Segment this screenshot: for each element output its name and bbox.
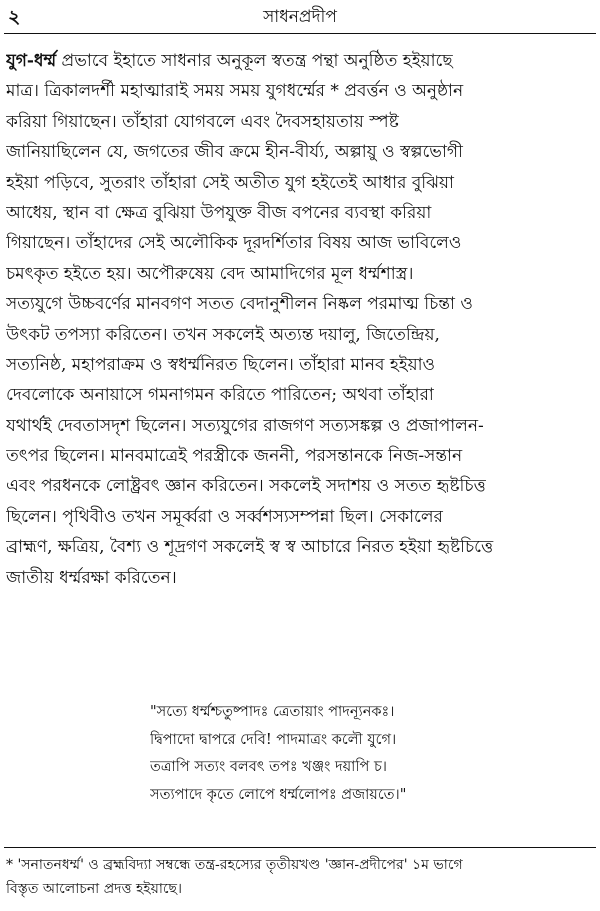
text-line: তৎপর ছিলেন। মানবমাত্রেই পরস্ত্রীকে জননী, পরসন্তানকে নিজ-সন্তান [6, 446, 463, 467]
verse-line: তত্রাপি সত্যং বলবৎ তপঃ খঞ্জং দয়াপি চ। [150, 759, 387, 776]
footnote [6, 853, 592, 901]
text-line: উৎকট তপস্যা করিতেন। তখন সকলেই অত্যন্ত দয়ালু, জিতেন্দ্রিয়, [6, 324, 440, 345]
verse-line: "সত্যে ধর্ম্মশ্চতুষ্পাদঃ ত্রেতায়াং পাদন্যূনকঃ। [150, 704, 395, 720]
text-line: দেবলোকে অনায়াসে গমনাগমন করিতে পারিতেন; অথবা তাঁহারা [6, 385, 434, 406]
text-line: গিয়াছেন। তাঁহাদের সেই অলৌকিক দূরদর্শিতার বিষয় আজ ভাবিলেও [6, 233, 462, 254]
text-line-rest: প্রভাবে ইহাতে সাধনার অনুকূল স্বতন্ত্র পন্থা অনুষ্ঠিত হইয়াছে [56, 51, 453, 71]
footnote-rule [4, 847, 596, 848]
text-line: ব্রাহ্মণ, ক্ষত্রিয়, বৈশ্য ও শূদ্রগণ সকলেই স্ব স্ব আচারে নিরত হইয়া হৃষ্টচিত্তে [6, 537, 494, 558]
bold-lead-text: যুগ-ধর্ম্ম [6, 51, 57, 71]
text-line: সত্যযুগে উচ্চবর্ণের মানবগণ সতত বেদানুশীলন নিষ্কল পরমাত্ম চিন্তা ও [6, 294, 473, 315]
text-line: আধেয়, স্থান বা ক্ষেত্র বুঝিয়া উপযুক্ত বীজ বপনের ব্যবস্থা করিয়া [6, 202, 432, 223]
verse-line: দ্বিপাদো দ্বাপরে দেবি! পাদমাত্রং কলৌ যুগে। [150, 731, 397, 748]
text-line: ছিলেন। পৃথিবীও তখন সমূর্ব্বরা ও সর্ব্বশস্যসম্পন্না ছিল। সেকালের [6, 506, 443, 527]
text-line: এবং পরধনকে লোষ্ট্রবৎ জ্ঞান করিতেন। সকলেই সদাশয় ও সতত হৃষ্টচিত্ত [6, 476, 486, 497]
text-line [6, 46, 592, 76]
text-line: সত্যনিষ্ঠ, মহাপরাক্রম ও স্বধর্ম্মনিরত ছিলেন। তাঁহারা মানব হইয়াও [6, 354, 436, 375]
text-line: চমৎকৃত হইতে হয়। অপৌরুষেয় বেদ আমাদিগের মূল ধর্ম্মশাস্ত্র। [6, 263, 414, 284]
footnote-line: * 'সনাতনধর্ম্ম' ও ব্রহ্মবিদ্যা সম্বন্ধে তন্ত্র-রহস্যের তৃতীয়খণ্ড 'জ্ঞান-প্রদীপের' ১ম ভাগে [6, 857, 463, 873]
text-line: জাতীয় ধর্ম্মরক্ষা করিতেন। [6, 567, 177, 588]
text-line: হইয়া পড়িবে, সুতরাং তাঁহারা সেই অতীত যুগ হইতেই আধার বুঝিয়া [6, 172, 454, 193]
text-line: যথার্থই দেবতাসদৃশ ছিলেন। সত্যযুগের রাজগণ সত্যসঙ্কল্প ও প্রজাপালন- [6, 415, 484, 436]
header-rule [4, 33, 596, 34]
verse-line: সত্যপাদে কৃতে লোপে ধর্ম্মলোপঃ প্রজায়তে।" [150, 786, 407, 803]
page-header [0, 4, 600, 30]
sanskrit-verse-block [150, 699, 590, 809]
running-title: সাধনপ্রদীপ [263, 7, 337, 27]
text-line: মাত্র। ত্রিকালদর্শী মহাত্মারাই সময় সময় যুগধর্ম্মের * প্রবর্ত্তন ও অনুষ্ঠান [6, 81, 464, 102]
page-number: ২ [8, 6, 21, 28]
main-paragraph [6, 46, 592, 593]
footnote-line: বিস্তৃত আলোচনা প্রদত্ত হইয়াছে। [6, 881, 183, 897]
text-line: করিয়া গিয়াছেন। তাঁহারা যোগবলে এবং দৈবসহায়তায় স্পষ্ট [6, 111, 399, 132]
text-line: জানিয়াছিলেন যে, জগতের জীব ক্রমে হীন-বীর্য্য, অল্পায়ু ও স্বল্পভোগী [6, 142, 463, 163]
